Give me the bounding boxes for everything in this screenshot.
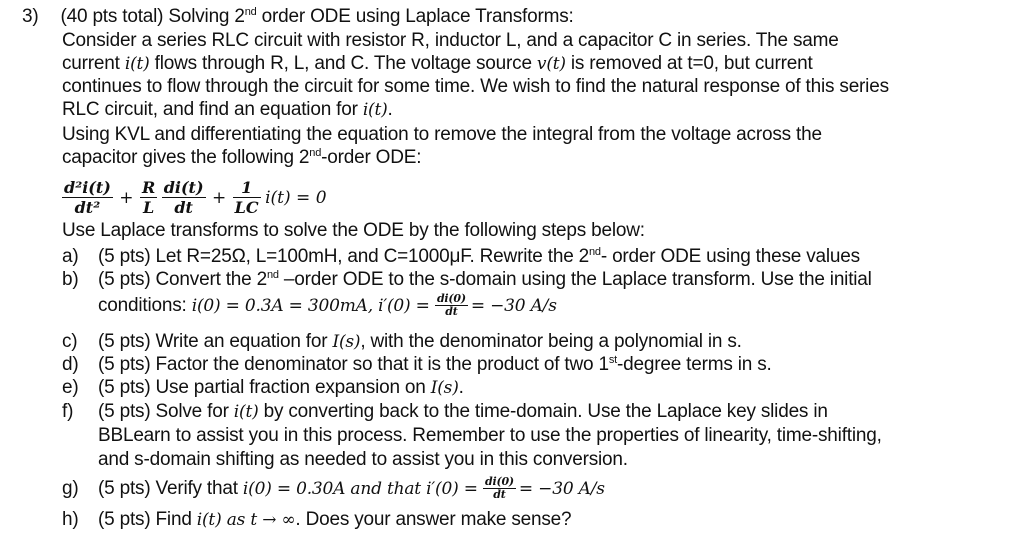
problem-title: (40 pts total) Solving 2nd order ODE using Laplace Transforms: <box>60 6 574 27</box>
ode-tail: i(t) = 0 <box>265 187 327 208</box>
item-a: a) (5 pts) Let R=25Ω, L=100mH, and C=1000μF. Rewrite the 2nd- order ODE using these values <box>62 246 860 267</box>
initial-derivative-fraction: $\frac{di(0)}{dt}$ <box>436 292 466 319</box>
item-f-line-2: BBLearn to assist you in this process. Remember to use the properties of linearity, time-shifting, <box>98 425 882 446</box>
instructions-line: Use Laplace transforms to solve the ODE by the following steps below: <box>62 220 645 241</box>
ode-fraction-one-over-lc: $\frac{1}{LC}$ <box>234 178 259 217</box>
paragraph-1-line-3: continues to flow through the circuit for some time. We wish to find the natural response of this series <box>62 76 889 97</box>
paragraph-1-line-4: RLC circuit, and find an equation for i(t). <box>62 99 393 120</box>
item-b: b) (5 pts) Convert the 2nd –order ODE to the s-domain using the Laplace transform. Use the initial <box>62 269 872 290</box>
paragraph-2-line-1: Using KVL and differentiating the equation to remove the integral from the voltage across the <box>62 124 822 145</box>
item-d: d) (5 pts) Factor the denominator so that it is the product of two 1st-degree terms in s. <box>62 354 772 375</box>
problem-number: 3) <box>22 6 39 27</box>
paragraph-2-line-2: capacitor gives the following 2nd-order ODE: <box>62 147 422 168</box>
ode-fraction-first-derivative: $\frac{di(t)}{dt}$ <box>163 178 204 217</box>
ode-equation: $\frac{\text{d²i(t)}}{\text{dt²}}$ + $\frac{R}{L}$ $\frac{di(t)}{dt}$ + $\frac{1}{LC}$ i(t) = 0 <box>64 178 327 217</box>
item-h: h) (5 pts) Find i(t) as t → ∞. Does your answer make sense? <box>62 509 572 530</box>
ode-fraction-second-derivative: $\frac{\text{d²i(t)}}{\text{dt²}}$ <box>64 178 111 217</box>
item-b-conditions: conditions: i(0) = 0.3A = 300mA, i′(0) = $\frac{di(0)}{dt}$ = −30 A/s <box>98 292 557 319</box>
paragraph-1-line-2: current i(t) flows through R, L, and C. The voltage source v(t) is removed at t=0, but current <box>62 53 813 74</box>
item-e: e) (5 pts) Use partial fraction expansion on I(s). <box>62 377 464 398</box>
verify-derivative-fraction: $\frac{di(0)}{dt}$ <box>484 475 514 502</box>
item-g: g) (5 pts) Verify that i(0) = 0.30A and that i′(0) = $\frac{di(0)}{dt}$ = −30 A/s <box>62 475 605 502</box>
item-f: f) (5 pts) Solve for i(t) by converting back to the time-domain. Use the Laplace key slides in <box>62 401 828 422</box>
ode-fraction-r-over-l: $\frac{R}{L}$ <box>141 178 156 217</box>
paragraph-1-line-1: Consider a series RLC circuit with resistor R, inductor L, and a capacitor C in series. The same <box>62 30 839 51</box>
problem-title-line <box>22 6 574 28</box>
item-c: c) (5 pts) Write an equation for I(s), with the denominator being a polynomial in s. <box>62 331 742 352</box>
item-f-line-3: and s-domain shifting as needed to assist you in this conversion. <box>98 449 628 470</box>
